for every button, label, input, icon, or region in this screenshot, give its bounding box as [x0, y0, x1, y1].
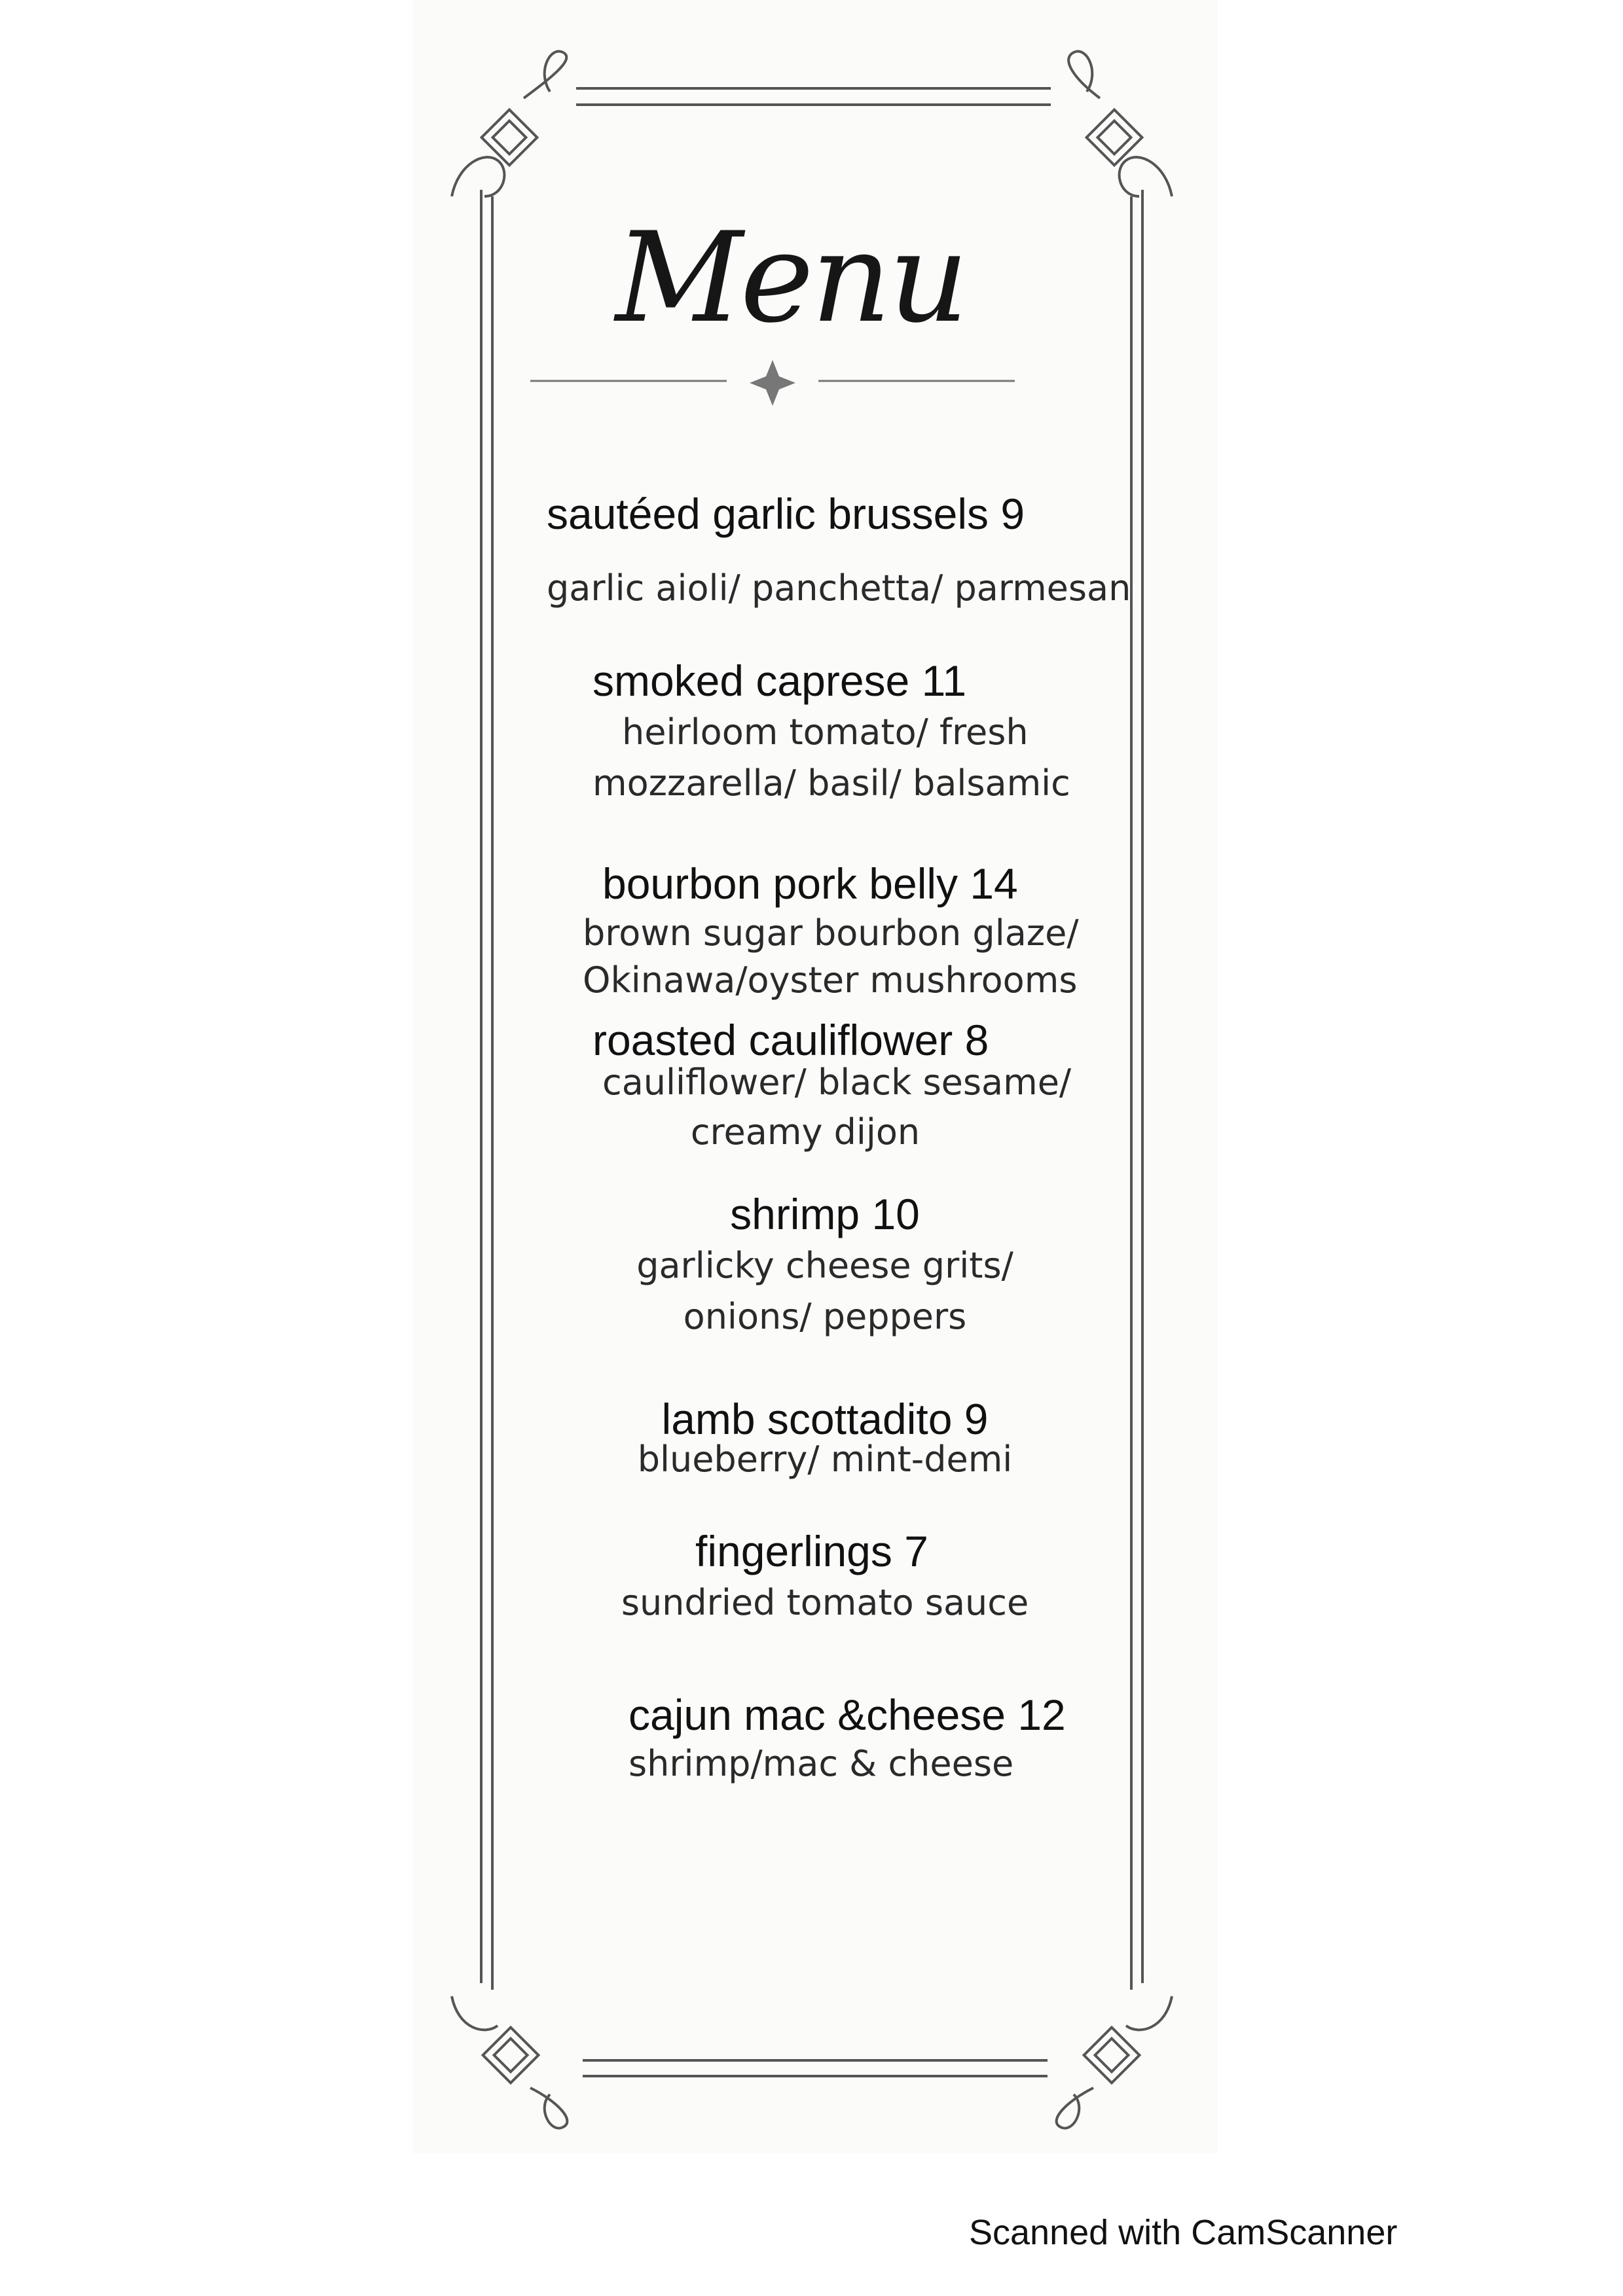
item-description: creamy dijon — [690, 1111, 921, 1153]
item-description: brown sugar bourbon glaze/ — [583, 912, 1079, 954]
item-name: cajun mac &cheese 12 — [629, 1691, 1066, 1739]
item-description: garlicky cheese grits/ — [636, 1245, 1013, 1286]
menu-item — [593, 1016, 1072, 1162]
item-description: shrimp/mac & cheese — [629, 1743, 1014, 1784]
menu-item — [593, 655, 1070, 809]
item-description: sundried tomato sauce — [621, 1582, 1029, 1623]
item-description: mozzarella/ basil/ balsamic — [593, 762, 1070, 804]
menu-item — [589, 1188, 1061, 1342]
menu-item — [589, 1397, 1061, 1479]
item-description: cauliflower/ black sesame/ — [602, 1062, 1072, 1103]
item-name: bourbon pork belly 14 — [602, 859, 1018, 908]
item-name: sautéed garlic brussels 9 — [547, 490, 1025, 538]
item-name: fingerlings 7 — [695, 1527, 928, 1575]
star-ornament-icon — [750, 360, 795, 406]
item-description: onions/ peppers — [683, 1296, 967, 1337]
menu-item — [583, 857, 1079, 1004]
item-name: roasted cauliflower 8 — [593, 1016, 989, 1064]
item-description: garlic aioli/ panchetta/ parmesan — [547, 567, 1131, 609]
item-description: Okinawa/oyster mushrooms — [583, 960, 1078, 1001]
menu-item — [547, 488, 1131, 614]
item-name: lamb scottadito 9 — [661, 1395, 989, 1443]
item-name: shrimp 10 — [730, 1190, 920, 1238]
menu-item — [629, 1689, 1066, 1787]
scanner-watermark: Scanned with CamScanner — [969, 2213, 1398, 2252]
menu-item — [589, 1525, 1061, 1628]
item-name: smoked caprese 11 — [593, 656, 967, 705]
menu-title: Menu — [615, 206, 966, 350]
item-description: blueberry/ mint-demi — [637, 1439, 1013, 1480]
item-description: heirloom tomato/ fresh — [622, 711, 1029, 753]
